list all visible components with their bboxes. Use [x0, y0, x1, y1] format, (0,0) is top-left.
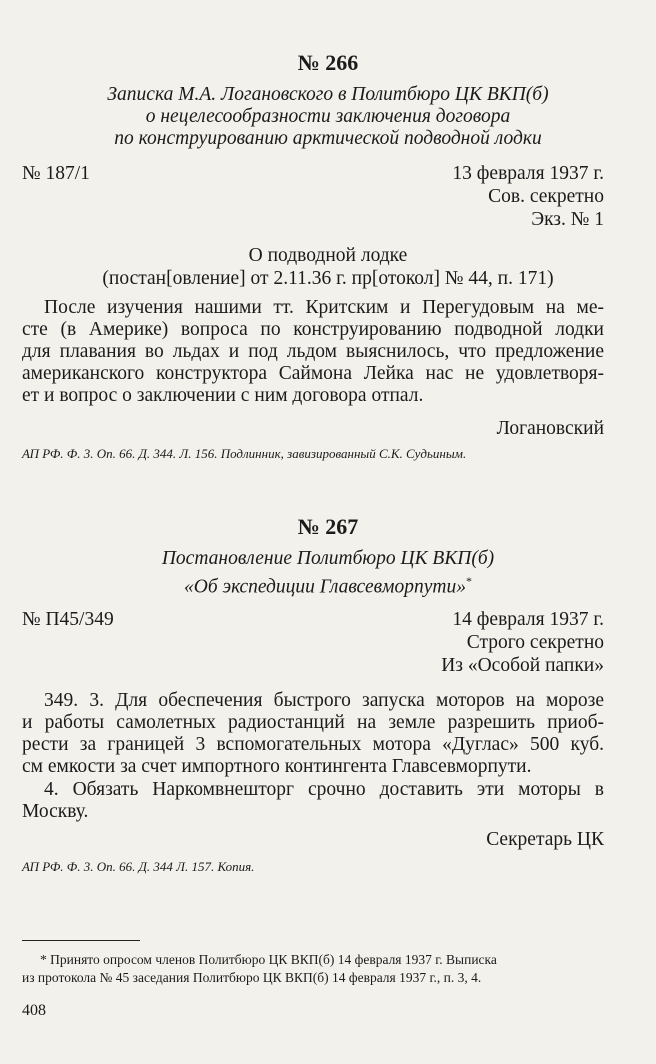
doc266-title [0, 84, 656, 150]
doc266-body-line: После изучения нашими тт. Критским и Перегудовым на ме- [44, 297, 604, 318]
footnote-line: из протокола № 45 заседания Политбюро ЦК ВКП(б) 14 февраля 1937 г., п. 3, 4. [22, 970, 482, 985]
doc267-p1-line: рести за границей 3 вспомогательных мотора «Дуглас» 500 куб. [22, 734, 604, 755]
doc266-body [22, 297, 604, 407]
doc266-body-line: ет и вопрос о заключении с ним договора отпал. [22, 385, 424, 406]
doc266-body-line: американского конструктора Саймона Лейка нас не удовлетворя- [22, 363, 604, 384]
doc266-number: № 266 [297, 50, 359, 75]
doc267-secrecy: Строго секретно [466, 632, 604, 653]
doc266-source: АП РФ. Ф. 3. Оп. 66. Д. 344. Л. 156. Подлинник, завизированный С.К. Судьиным. [22, 446, 467, 461]
doc266-title-line: по конструированию арктической подводной лодки [114, 128, 542, 149]
doc267-signature: Секретарь ЦК [486, 829, 604, 850]
doc267-title-line2 [0, 570, 656, 599]
doc266-body-line: для плавания во льдах и под льдом выяснилось, что предложение [22, 341, 604, 362]
doc266-reg-no: № 187/1 [22, 163, 90, 184]
doc267-folder: Из «Особой папки» [441, 655, 604, 676]
doc267-footnote-mark: * [466, 574, 472, 588]
doc266-title-line: о нецелесообразности заключения договора [145, 106, 511, 127]
doc267-number: № 267 [297, 514, 359, 539]
doc266-reference: (постан[овление] от 2.11.36 г. пр[отокол] № 44, п. 171) [102, 268, 554, 289]
doc267-p2-line: 4. Обязать Наркомвнешторг срочно доставить эти моторы в [44, 779, 604, 800]
footnote-divider [22, 940, 140, 941]
doc266-secrecy: Сов. секретно [488, 186, 604, 207]
doc266-signature: Логановский [496, 418, 604, 439]
doc267-title-text: «Об экспедиции Главсевморпути» [183, 576, 466, 598]
doc267-p1-line: и работы самолетных радиостанций на земле разрешить приоб- [22, 712, 604, 733]
footnote-line: * Принято опросом членов Политбюро ЦК ВКП(б) 14 февраля 1937 г. Выписка [40, 952, 497, 967]
doc267-paragraph-2 [22, 779, 604, 823]
doc267-p1-line: см емкости за счет импортного контингента Главсевморпути. [22, 756, 532, 777]
doc267-reg-no: № П45/349 [22, 609, 114, 630]
doc267-p1-line: 349. 3. Для обеспечения быстрого запуска моторов на морозе [44, 690, 604, 711]
page-number: 408 [22, 1002, 46, 1019]
doc267-date: 14 февраля 1937 г. [452, 609, 604, 630]
doc267-source: АП РФ. Ф. 3. Оп. 66. Д. 344 Л. 157. Копия. [22, 859, 255, 874]
doc266-subject: О подводной лодке [248, 245, 408, 266]
doc266-date: 13 февраля 1937 г. [452, 163, 604, 184]
doc266-body-line: сте (в Америке) вопроса по конструированию подводной лодки [22, 319, 604, 340]
doc266-copy: Экз. № 1 [531, 209, 604, 230]
doc267-title [0, 548, 656, 599]
doc267-paragraph-1 [22, 690, 604, 778]
footnote [22, 951, 604, 987]
doc267-title-line: Постановление Политбюро ЦК ВКП(б) [161, 548, 495, 569]
doc267-p2-line: Москву. [22, 801, 89, 822]
doc266-title-line: Записка М.А. Логановского в Политбюро ЦК ВКП(б) [107, 84, 549, 105]
